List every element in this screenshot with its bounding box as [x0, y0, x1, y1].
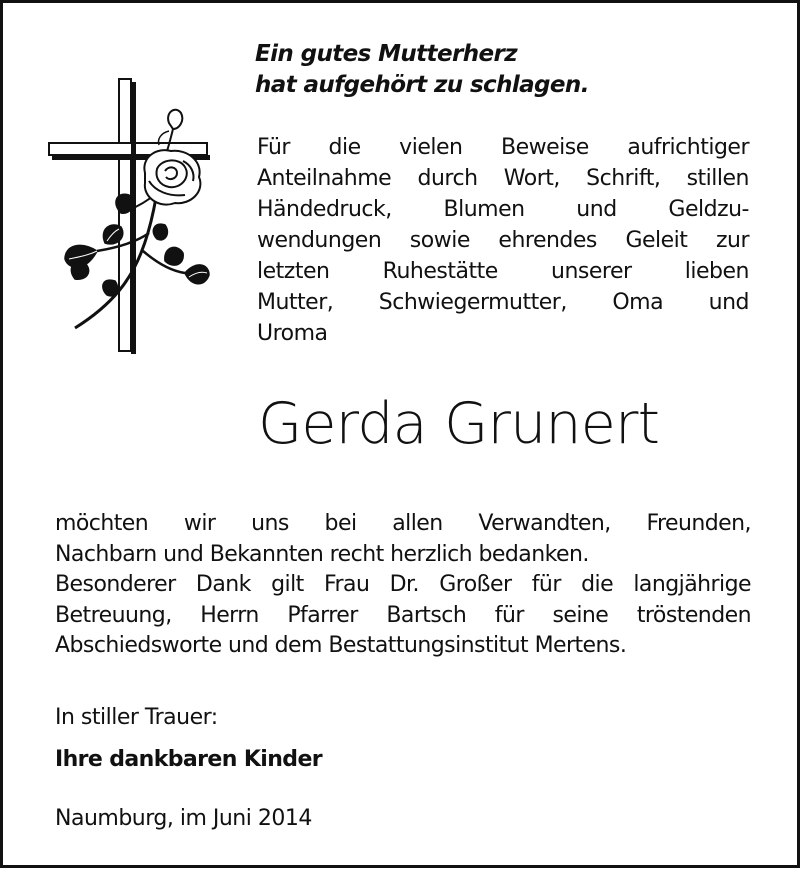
intro-line: letzten Ruhestätte unserer lieben — [257, 259, 749, 284]
signatories: Ihre dankbaren Kinder — [55, 747, 323, 772]
thanks-line: Betreuung, Herrn Pfarrer Bartsch für seine tröstenden — [55, 602, 751, 628]
intro-paragraph — [257, 132, 749, 349]
mourning-label: In stiller Trauer: — [55, 705, 218, 730]
intro-line: Anteilnahme durch Wort, Schrift, stillen — [257, 166, 749, 191]
deceased-name: Gerda Grunert — [258, 391, 660, 457]
obituary-header — [255, 39, 589, 101]
thanks-line: Abschiedsworte und dem Bestattungsinstitut Mertens. — [55, 633, 627, 658]
intro-line: Uroma — [257, 321, 328, 346]
intro-line: Händedruck, Blumen und Geldzu- — [257, 197, 749, 222]
place-and-date: Naumburg, im Juni 2014 — [55, 806, 312, 831]
intro-line: wendungen sowie ehrendes Geleit zur — [257, 228, 749, 253]
intro-line: Für die vielen Beweise aufrichtiger — [257, 135, 749, 160]
header-line-2: hat aufgehört zu schlagen. — [255, 72, 589, 98]
intro-line: Mutter, Schwiegermutter, Oma und — [257, 290, 749, 315]
thanks-line: Besonderer Dank gilt Frau Dr. Großer für die langjährige — [55, 572, 751, 597]
header-line-1: Ein gutes Mutterherz — [255, 41, 518, 67]
thanks-line: Nachbarn und Bekannten recht herzlich bedanken. — [55, 541, 589, 567]
thanks-paragraph — [55, 509, 751, 662]
cross-with-rose-icon — [45, 73, 213, 357]
thanks-line: möchten wir uns bei allen Verwandten, Freunden, — [55, 511, 751, 536]
